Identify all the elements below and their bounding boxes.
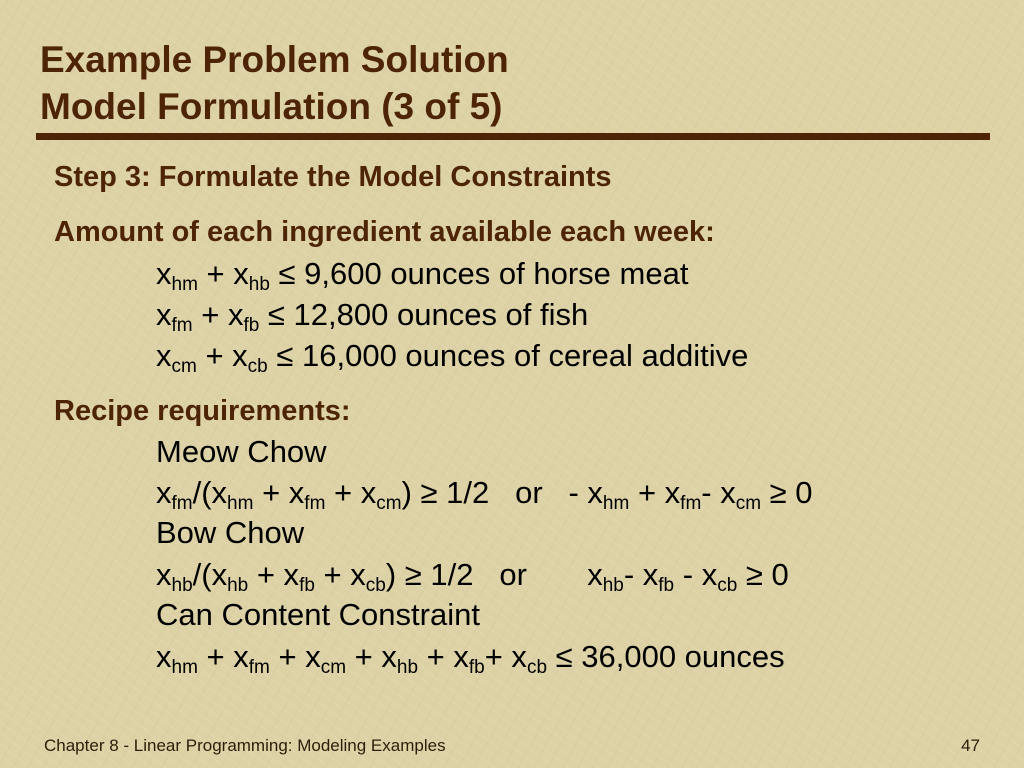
title-divider — [36, 133, 990, 140]
meow-chow-label: Meow Chow — [156, 434, 327, 469]
title-line-1: Example Problem Solution — [40, 39, 509, 80]
recipe-heading: Recipe requirements: — [54, 395, 351, 427]
availability-heading: Amount of each ingredient available each week: — [54, 216, 715, 248]
step-heading: Step 3: Formulate the Model Constraints — [54, 161, 612, 193]
footer-chapter: Chapter 8 - Linear Programming: Modeling Examples — [44, 736, 446, 755]
bow-chow-label: Bow Chow — [156, 515, 305, 550]
constraint-horse-meat: $x_{hm} + x_{hb} \le 9,600$ ounces of horse meat — [156, 256, 689, 295]
can-content-label: Can Content Constraint — [156, 597, 480, 632]
title-line-2: Model Formulation (3 of 5) — [40, 86, 503, 127]
constraint-cereal: $x_{cm} + x_{cb} \le 16,000$ ounces of cereal additive — [156, 338, 749, 377]
can-content-constraint: $x_{hm} + x_{fm} + x_{cm} + x_{hb} + x_{fb}+ x_{cb} \le 36,000$ ounces — [156, 639, 785, 678]
bow-chow-constraint: $x_{hb}/(x_{hb} + x_{fb} + x_{cb}) \ge 1/2$ or $x_{hb}-$ $x_{fb} - x_{cb} \ge 0$ — [156, 557, 789, 596]
constraint-fish: $x_{fm} + x_{fb} \le 12,800$ ounces of fish — [156, 297, 589, 336]
page-number: 47 — [961, 736, 980, 755]
slide-title — [40, 36, 509, 130]
meow-chow-constraint: $x_{fm}/(x_{hm} + x_{fm} + x_{cm}) \ge 1/2$ or - $x_{hm} + x_{fm}-$ $x_{cm} \ge 0$ — [156, 475, 813, 514]
